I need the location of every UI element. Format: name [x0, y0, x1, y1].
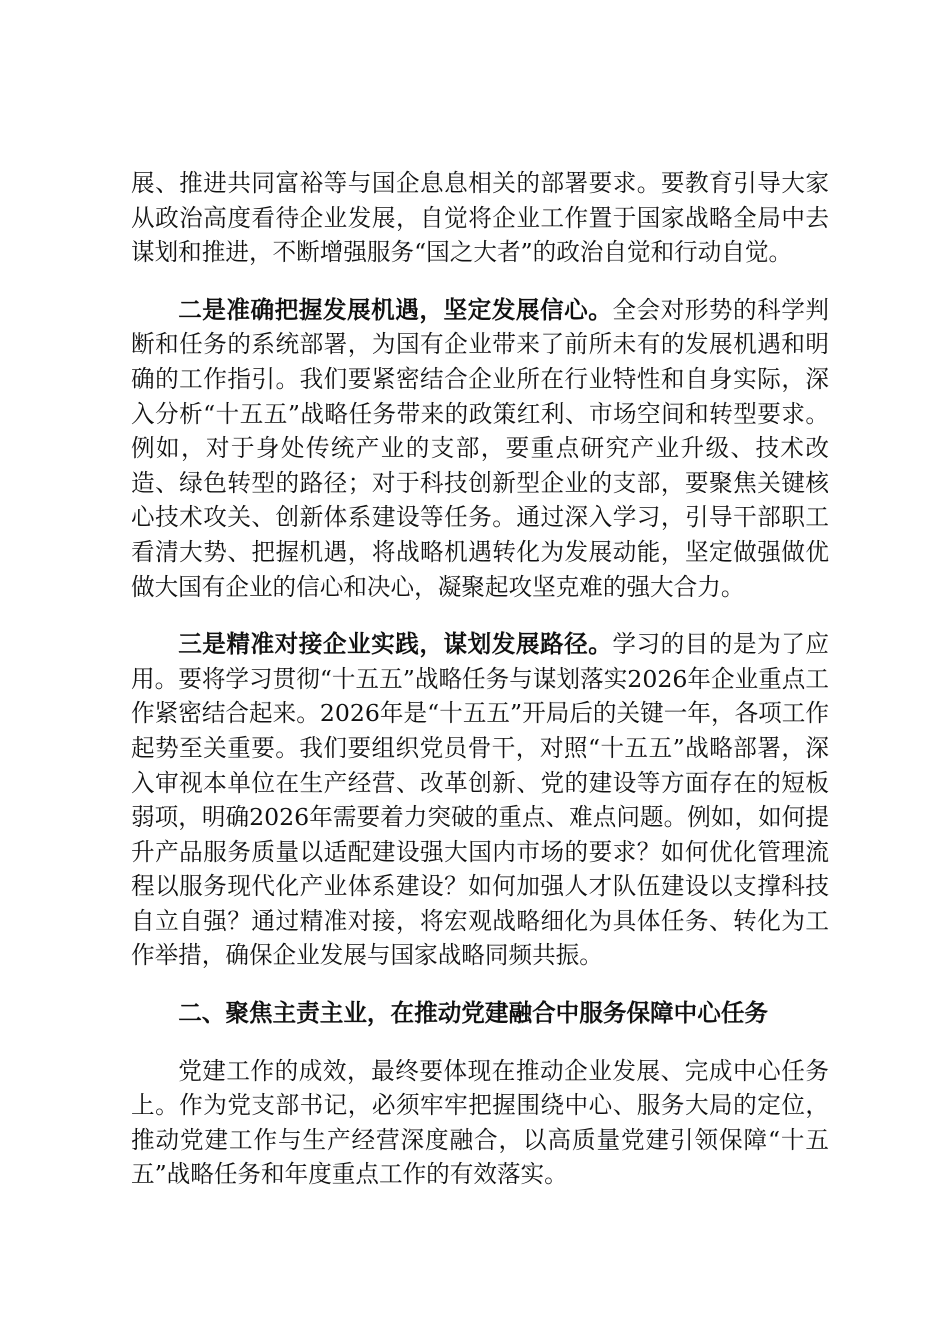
paragraph-text: 学习的目的是为了应用。要将学习贯彻“十五五”战略任务与谋划落实2026年企业重点工作紧密结合起来。2026年是“十五五”开局后的关键一年，各项工作起势至关重要。我们要组织党员骨干，对照“十五五”战略部署，深入审视本单位在生产经营、改革创新、党的建设等方面存在的短板弱项，明确2026年需要着力突破的重点、难点问题。例如，如何提升产品服务质量以适配建设强大国内市场的要求？如何优化管理流程以服务现代化产业体系建设？如何加强人才队伍建设以支撑科技自立自强？通过精准对接，将宏观战略细化为具体任务、转化为工作举措，确保企业发展与国家战略同频共振。: [131, 630, 830, 970]
paragraph-lead-bold: 二是准确把握发展机遇，坚定发展信心。: [178, 295, 613, 324]
paragraph-text: 全会对形势的科学判断和任务的系统部署，为国有企业带来了前所未有的发展机遇和明确的工作指引。我们要紧密结合企业所在行业特性和自身实际，深入分析“十五五”战略任务带来的政策红利、市场空间和转型要求。例如，对于身处传统产业的支部，要重点研究产业升级、技术改造、绿色转型的路径；对于科技创新型企业的支部，要聚焦关键核心技术攻关、创新体系建设等任务。通过深入学习，引导干部职工看清大势、把握机遇，将战略机遇转化为发展动能，坚定做强做优做大国有企业的信心和决心，凝聚起攻坚克难的强大合力。: [131, 295, 830, 601]
paragraph-lead-bold: 三是精准对接企业实践，谋划发展路径。: [178, 630, 613, 659]
paragraph-party-building: [131, 1054, 829, 1192]
paragraph-text: 展、推进共同富裕等与国企息息相关的部署要求。要教育引导大家从政治高度看待企业发展，自觉将企业工作置于国家战略全局中去谋划和推进，不断增强服务“国之大者”的政治自觉和行动自觉。: [131, 169, 829, 267]
section-heading: 二、聚焦主责主业，在推动党建融合中服务保障中心任务: [178, 999, 769, 1028]
paragraph-text: 党建工作的成效，最终要体现在推动企业发展、完成中心任务上。作为党支部书记，必须牢牢把握围绕中心、服务大局的定位，推动党建工作与生产经营深度融合，以高质量党建引领保障“十五五”战略任务和年度重点工作的有效落实。: [131, 1056, 829, 1189]
paragraph-enterprise-practice: [131, 627, 829, 973]
paragraph-development-opportunity: [131, 293, 829, 604]
document-body: [131, 166, 829, 1215]
paragraph-continuation: [131, 166, 829, 270]
